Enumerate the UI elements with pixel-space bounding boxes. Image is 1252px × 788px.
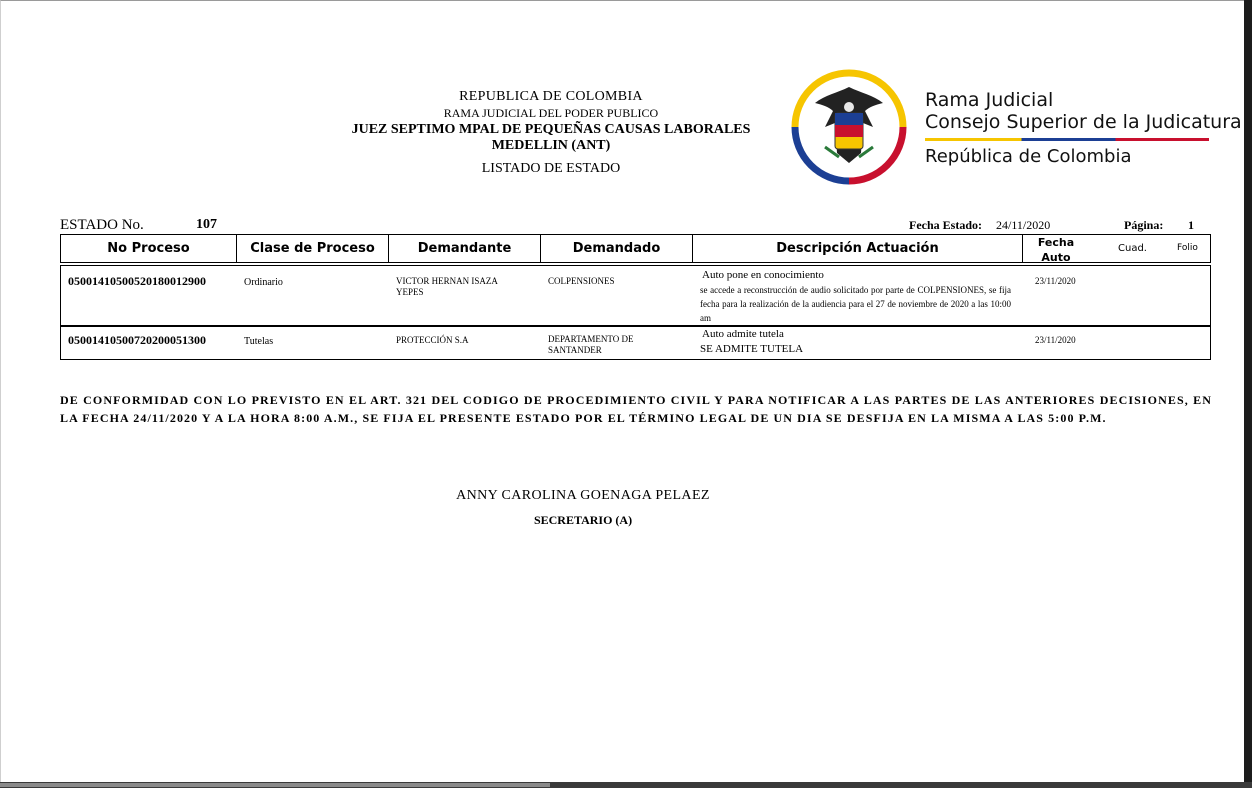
table-row [60,326,1211,360]
signature-name: ANNY CAROLINA GOENAGA PELAEZ [456,488,710,503]
row-demandante: PROTECCIÓN S.A [396,335,469,345]
row-demandado: DEPARTAMENTO DE SANTANDER [548,334,634,355]
row-fecha: 23/11/2020 [1035,276,1076,286]
brand-rama-judicial: Rama Judicial [925,89,1054,111]
row-desc-body: se accede a reconstrucción de audio solicitado por parte de COLPENSIONES, se fija fecha para la realización de la audiencia para el 27 de noviembre de 2020 a las 10:00 am [700,285,1011,323]
header-rama: RAMA JUDICIAL DEL PODER PUBLICO [443,106,659,120]
notice-text: DE CONFORMIDAD CON LO PREVISTO EN EL ART. 321 DEL CODIGO DE PROCEDIMIENTO CIVIL Y PARA NOTIFICAR A LAS PARTES DE LAS ANTERIORES DECISIONES, EN LA FECHA 24/11/2020 Y A LA HORA 8:00 A.M., SE FIJA EL PRESENTE ESTADO POR EL TÉRMINO LEGAL DE UN DIA SE DESFIJA EN LA MISMA A LAS 5:00 P.M. [60,393,1212,425]
fecha-estado-label: Fecha Estado: [909,218,982,232]
row-desc-title: Auto pone en conocimiento [702,269,824,281]
col-header-cuad: Cuad. [1118,243,1147,254]
row-proceso: 05001410500720200051300 [68,333,206,347]
row-demandado: COLPENSIONES [548,276,615,286]
col-header-clase: Clase de Proceso [237,235,389,262]
col-header-proceso: No Proceso [61,235,237,262]
fecha-estado-value: 24/11/2020 [996,218,1051,232]
estado-number: 107 [196,217,217,232]
table-header [60,234,1211,263]
brand-consejo: Consejo Superior de la Judicatura [925,111,1242,133]
signature-role: SECRETARIO (A) [533,513,633,527]
row-clase: Ordinario [244,277,283,288]
row-fecha: 23/11/2020 [1035,335,1076,345]
horizontal-scrollbar-thumb[interactable] [0,783,550,787]
col-header-demandante: Demandante [389,235,541,262]
brand-tricolor-line [925,138,1209,141]
row-demandante: VICTOR HERNAN ISAZA YEPES [396,276,498,297]
col-header-descripcion: Descripción Actuación [693,235,1023,262]
row-clase: Tutelas [244,336,274,347]
brand-republica: República de Colombia [925,146,1132,167]
row-desc-body: SE ADMITE TUTELA [700,343,804,355]
header-listado: LISTADO DE ESTADO [481,161,621,176]
col-header-demandado: Demandado [541,235,693,262]
estado-label: ESTADO No. [60,217,144,233]
header-ciudad: MEDELLIN (ANT) [491,138,611,153]
rama-judicial-seal-icon [789,67,909,187]
vertical-scrollbar[interactable] [1244,0,1252,788]
pagina-label: Página: [1124,218,1164,232]
pagina-value: 1 [1188,218,1194,232]
row-desc-title: Auto admite tutela [702,328,784,340]
col-header-folio: Folio [1177,243,1198,253]
row-proceso: 05001410500520180012900 [68,274,206,288]
col-header-fecha: Fecha Auto [1037,236,1075,264]
header-republica: REPUBLICA DE COLOMBIA [459,89,643,104]
table-row [60,265,1211,326]
header-juzgado: JUEZ SEPTIMO MPAL DE PEQUEÑAS CAUSAS LABORALES [351,122,751,137]
